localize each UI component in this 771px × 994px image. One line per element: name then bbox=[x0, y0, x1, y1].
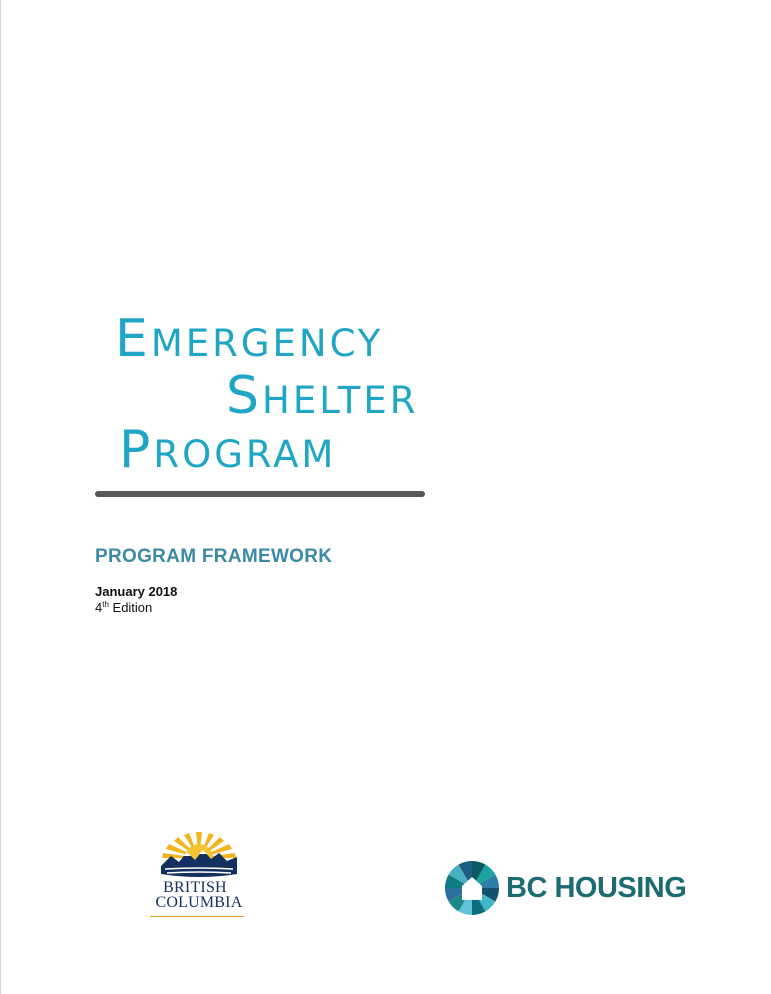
edition-suffix: th bbox=[102, 600, 109, 609]
sun-mountains-emblem-icon bbox=[149, 830, 249, 882]
title-initial: P bbox=[119, 420, 154, 480]
title-divider bbox=[95, 491, 425, 497]
document-subtitle: PROGRAM FRAMEWORK bbox=[95, 546, 333, 567]
title-rest: MERGENCY bbox=[150, 322, 384, 365]
house-pinwheel-icon bbox=[444, 860, 500, 916]
edition-word: Edition bbox=[108, 600, 153, 615]
bc-wordmark-line1: BRITISH bbox=[163, 879, 227, 896]
british-columbia-logo bbox=[149, 830, 249, 922]
edition-number: 4 bbox=[95, 600, 103, 615]
title-initial: S bbox=[226, 366, 263, 426]
document-date: January 2018 bbox=[95, 584, 178, 599]
title-rest: ROGRAM bbox=[153, 433, 337, 476]
title-line-shelter bbox=[226, 366, 419, 426]
title-rest: HELTER bbox=[262, 379, 419, 422]
bc-housing-logo bbox=[444, 860, 694, 916]
bc-logo-underline bbox=[150, 916, 244, 917]
bc-housing-wordmark: BC HOUSING bbox=[506, 872, 687, 904]
title-initial: E bbox=[115, 309, 151, 369]
document-edition bbox=[95, 600, 152, 615]
title-line-program bbox=[119, 420, 337, 480]
bc-wordmark-line2: COLUMBIA bbox=[155, 894, 243, 911]
title-line-emergency bbox=[115, 309, 384, 369]
bc-government-wordmark bbox=[149, 880, 249, 910]
